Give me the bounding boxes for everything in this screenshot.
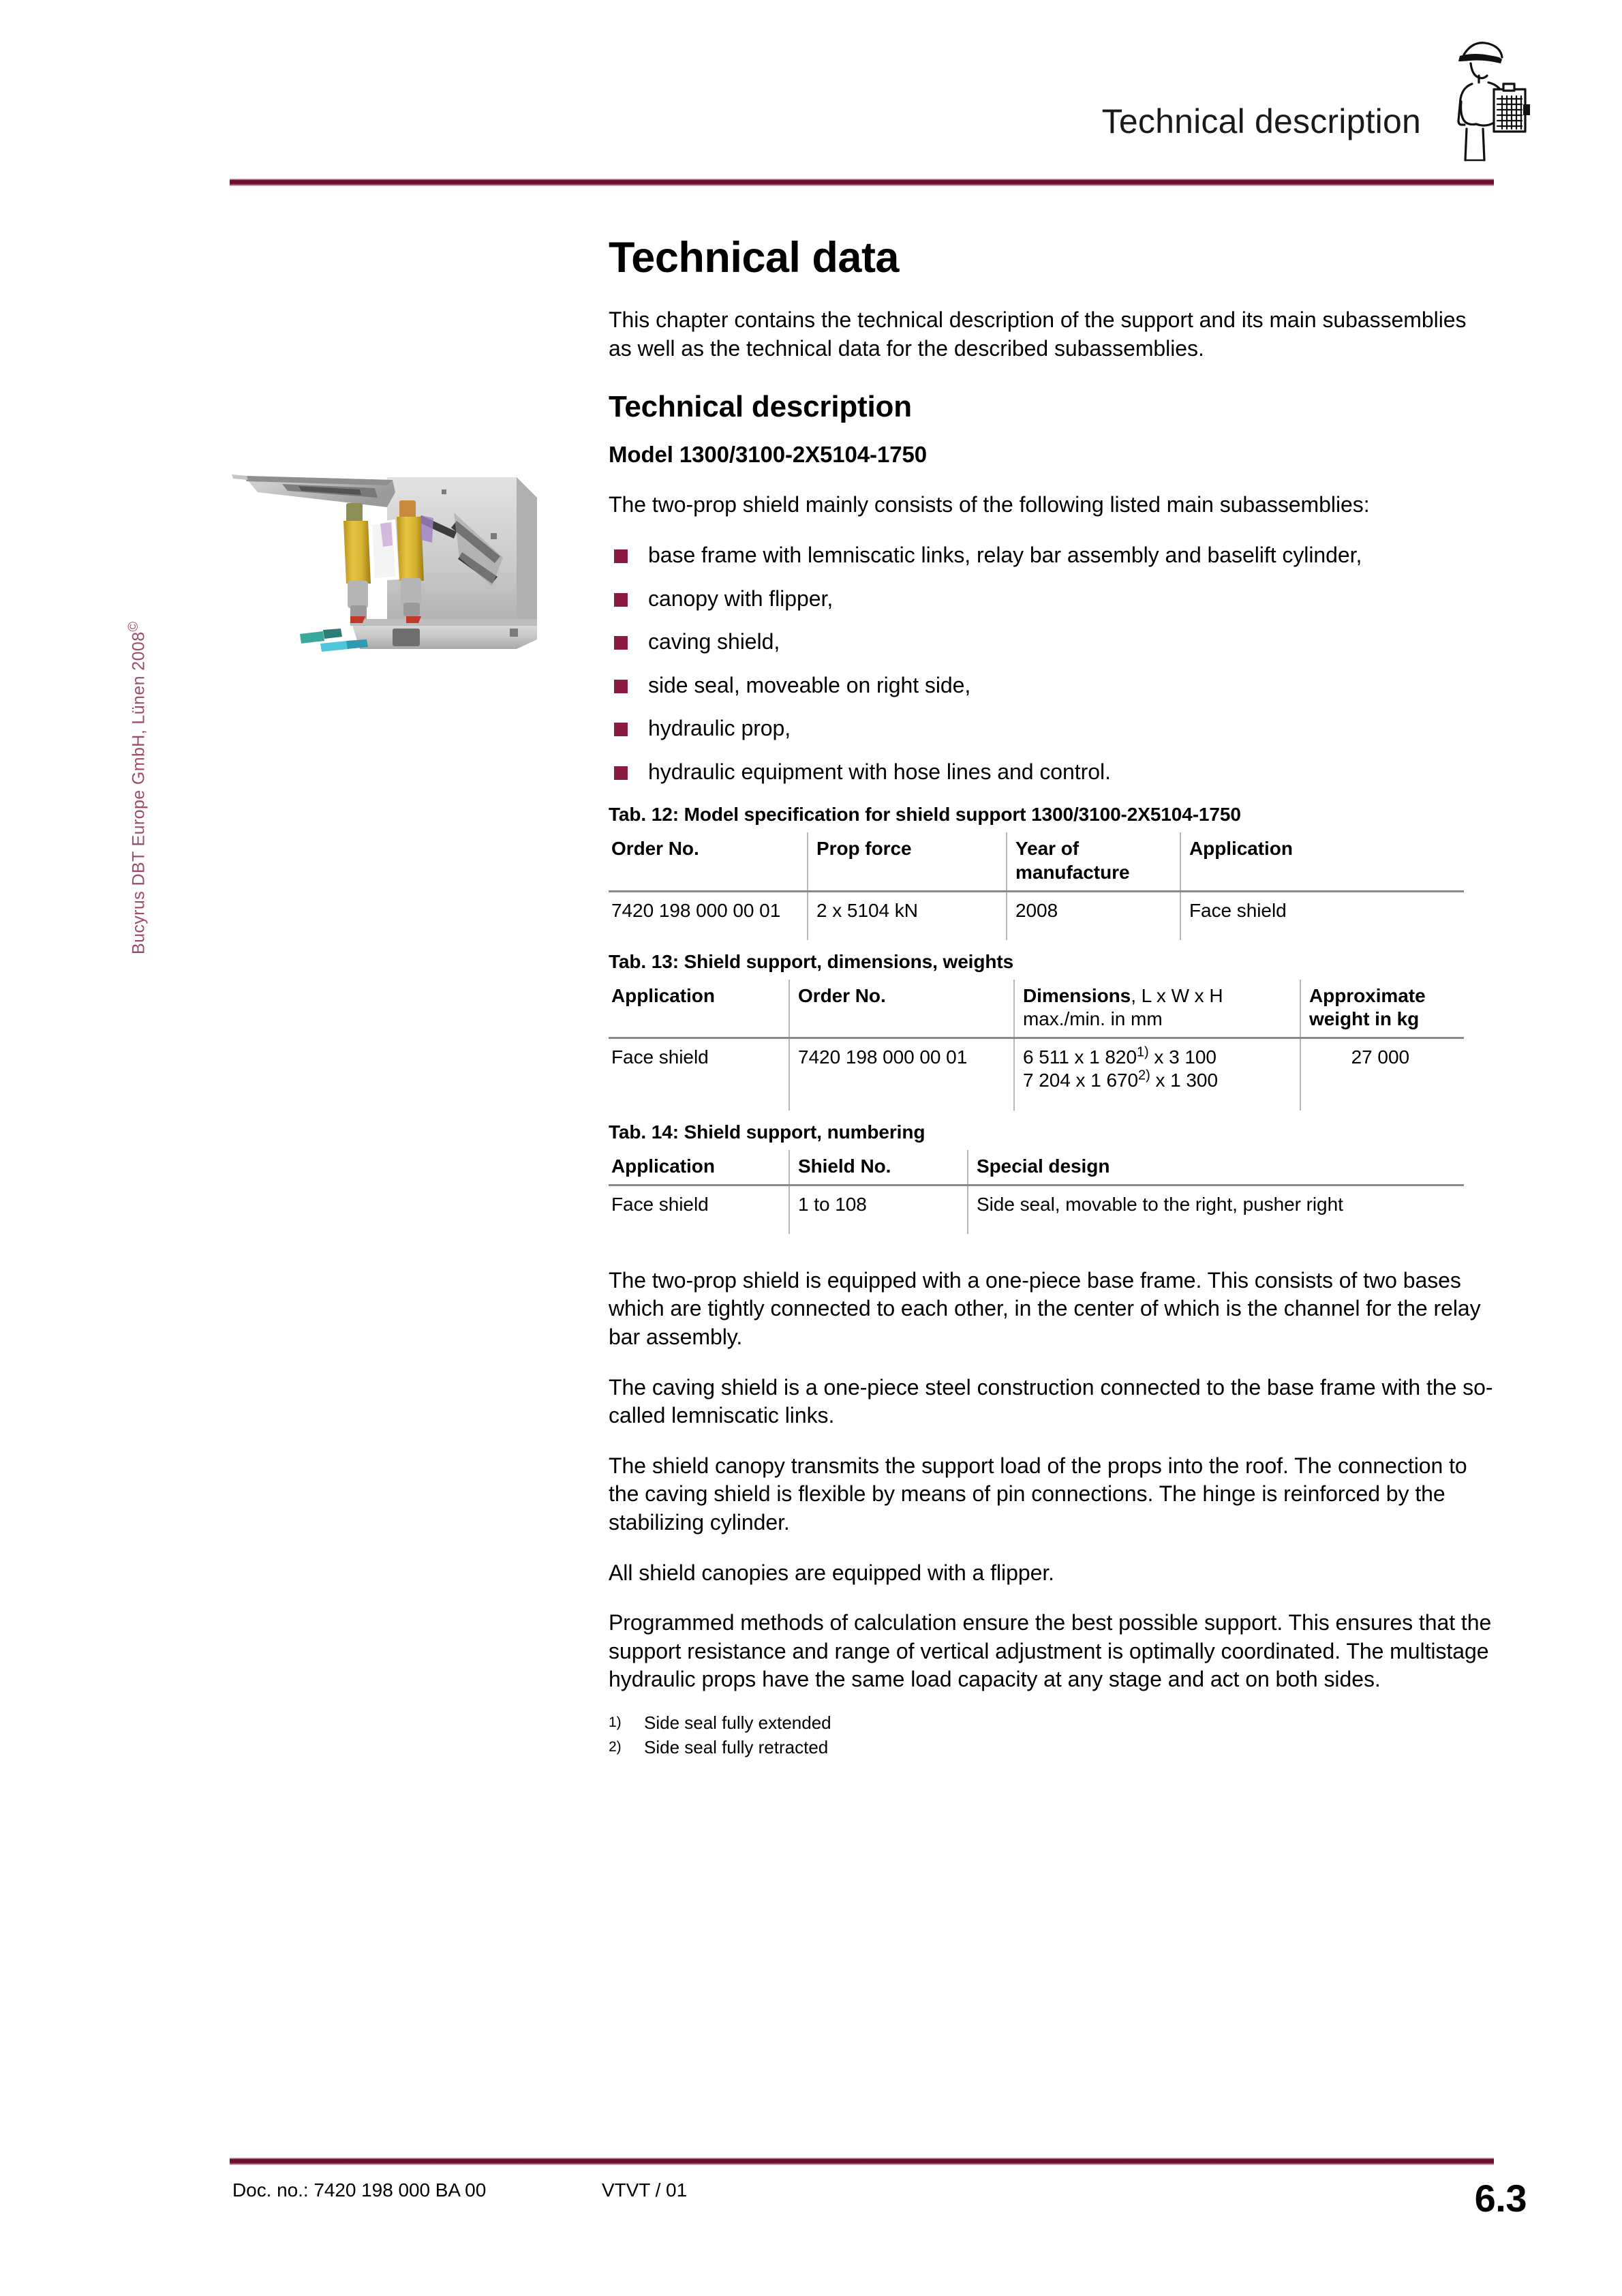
table-14-numbering <box>609 1150 1464 1234</box>
model-heading: Model 1300/3100-2X5104-1750 <box>609 442 927 468</box>
cell-application: Face shield <box>1180 891 1464 940</box>
dimension-line-2-b: x 1 300 <box>1150 1070 1218 1091</box>
list-item <box>609 714 1495 743</box>
dimension-line-1-b: x 3 100 <box>1148 1046 1216 1068</box>
footnote-marker: 2) <box>609 1738 622 1755</box>
bullet-square-icon <box>614 636 628 650</box>
header-divider-rule <box>230 179 1494 186</box>
paragraph-base-frame: The two-prop shield is equipped with a one-piece base frame. This consists of two bases which are tightly connected to each other, in the center of which is the channel for the relay bar assembly. <box>609 1267 1481 1350</box>
column-header-dimensions-detail: , L x W x H max./min. in mm <box>1023 984 1223 1030</box>
table-12-model-specification <box>609 832 1464 939</box>
cell-prop-force: 2 x 5104 kN <box>808 891 1007 940</box>
table-header-row <box>609 832 1464 891</box>
column-header-application: Application <box>609 980 789 1038</box>
paragraph-caving-shield: The caving shield is a one-piece steel construction connected to the base frame with the so-called lemniscatic links. <box>609 1374 1493 1428</box>
table-header-row <box>609 980 1464 1038</box>
table-13-dimensions-weights <box>609 980 1464 1111</box>
column-header-dimensions <box>1014 980 1300 1038</box>
footnote-ref-1: 1) <box>1136 1044 1149 1060</box>
bullet-square-icon <box>614 723 628 736</box>
cell-dimensions <box>1014 1038 1300 1111</box>
paragraph-flipper: All shield canopies are equipped with a flipper. <box>609 1560 1055 1585</box>
list-item-label: hydraulic equipment with hose lines and control. <box>648 759 1111 784</box>
column-header-shield-no: Shield No. <box>789 1150 968 1185</box>
cell-special-design: Side seal, movable to the right, pusher right <box>968 1185 1464 1234</box>
table-row <box>609 891 1464 940</box>
footnote-text: Side seal fully extended <box>644 1712 831 1734</box>
main-content <box>609 235 1495 1761</box>
side-copyright-notice <box>126 532 149 954</box>
footer-page-number: 6.3 <box>1474 2177 1527 2220</box>
table-header-row <box>609 1150 1464 1185</box>
subassemblies-list <box>609 541 1495 787</box>
footer-divider-rule <box>230 2158 1494 2165</box>
list-item <box>609 628 1495 656</box>
cell-year-of-manufacture: 2008 <box>1007 891 1180 940</box>
dimension-line-1-a: 6 511 x 1 820 <box>1023 1046 1137 1068</box>
copyright-mark-icon: © <box>126 621 141 632</box>
footnote-marker: 1) <box>609 1715 622 1731</box>
dimension-line-2-a: 7 204 x 1 670 <box>1023 1070 1139 1091</box>
cell-order-no: 7420 198 000 00 01 <box>611 899 781 921</box>
bullet-square-icon <box>614 766 628 780</box>
list-item <box>609 541 1495 570</box>
cell-order-no: 7420 198 000 00 01 <box>789 1038 1014 1111</box>
column-header-order-no: Order No. <box>609 832 808 891</box>
page-header-title: Technical description <box>1101 102 1421 140</box>
cell-application: Face shield <box>611 1193 709 1215</box>
page-title: Technical data <box>609 234 899 282</box>
column-header-special-design: Special design <box>968 1150 1464 1185</box>
list-item <box>609 758 1495 787</box>
intro-paragraph: This chapter contains the technical description of the support and its main subassemblies as well as the technical data for the described subassemblies. <box>609 307 1467 361</box>
column-header-prop-force: Prop force <box>808 832 1007 891</box>
page-header <box>0 0 1622 198</box>
shield-support-3d-illustration <box>217 450 571 654</box>
cell-application: Face shield <box>611 1046 709 1068</box>
footnotes-block <box>609 1712 1495 1759</box>
table-13-caption: Tab. 13: Shield support, dimensions, weights <box>609 950 1014 972</box>
bullet-square-icon <box>614 680 628 693</box>
footer-document-number: Doc. no.: 7420 198 000 BA 00 <box>232 2179 487 2201</box>
cell-shield-no: 1 to 108 <box>789 1185 968 1234</box>
bullet-square-icon <box>614 549 628 563</box>
footnote-row <box>609 1712 1495 1735</box>
paragraph-shield-canopy: The shield canopy transmits the support load of the props into the roof. The connection to the caving shield is flexible by means of pin connections. The hinge is reinforced by the stabilizing cylinder. <box>609 1453 1467 1535</box>
footer-revision: VTVT / 01 <box>602 2179 688 2201</box>
section-heading-technical-description: Technical description <box>609 390 912 424</box>
list-item <box>609 585 1495 614</box>
table-12-caption: Tab. 12: Model specification for shield support 1300/3100-2X5104-1750 <box>609 804 1241 826</box>
list-item-label: side seal, moveable on right side, <box>648 672 971 697</box>
column-header-approximate-weight: Approximate weight in kg <box>1300 980 1464 1038</box>
column-header-dimensions-bold: Dimensions <box>1023 984 1131 1006</box>
side-copyright-text: Bucyrus DBT Europe GmbH, Lünen 2008 <box>129 631 149 954</box>
cell-approximate-weight: 27 000 <box>1300 1038 1464 1111</box>
column-header-application: Application <box>1180 832 1464 891</box>
miner-with-clipboard-icon <box>1445 31 1533 164</box>
footnote-row <box>609 1736 1495 1759</box>
column-header-application: Application <box>609 1150 789 1185</box>
bullet-square-icon <box>614 593 628 607</box>
list-item-label: base frame with lemniscatic links, relay bar assembly and baselift cylinder, <box>648 542 1362 567</box>
list-item <box>609 671 1495 700</box>
table-row <box>609 1038 1464 1111</box>
footnote-text: Side seal fully retracted <box>644 1736 829 1757</box>
paragraph-calculation-methods: Programmed methods of calculation ensure the best possible support. This ensures that the support resistance and range of vertical adjustment is optimally coordinated. The multistage hydraulic props have the same load capacity at any stage and act on both sides. <box>609 1610 1492 1692</box>
list-item-label: canopy with flipper, <box>648 586 833 611</box>
subassemblies-lead-paragraph: The two-prop shield mainly consists of the following listed main subassemblies: <box>609 492 1370 517</box>
list-item-label: caving shield, <box>648 629 780 654</box>
table-row <box>609 1185 1464 1234</box>
footnote-ref-2: 2) <box>1138 1068 1150 1084</box>
column-header-order-no: Order No. <box>789 980 1014 1038</box>
list-item-label: hydraulic prop, <box>648 716 791 741</box>
table-14-caption: Tab. 14: Shield support, numbering <box>609 1121 925 1143</box>
column-header-year-of-manufacture: Year of manufacture <box>1007 832 1180 891</box>
